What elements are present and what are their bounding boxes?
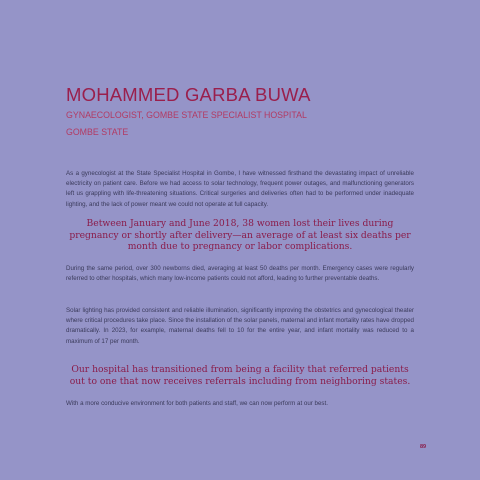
body-paragraph-3: Solar lighting has provided consistent and reliable illumination, significantly improving the obstetrics and gynecological theater where critical procedures take place. Since the installation of the solar panels, maternal and infant mortality rates have dropped dramatically. In 2023, for example, maternal deaths fell to 10 for the entire year, and infant mortality was reduced to a maximum of 17 per month.: [66, 307, 414, 345]
pull-quote-1: Between January and June 2018, 38 women lost their lives during pregnancy or shortly after delivery—an average of at least six deaths per month due to pregnancy or labor complications.: [69, 218, 411, 253]
body-paragraph-1: As a gynecologist at the State Specialist Hospital in Gombe, I have witnessed firsthand the devastating impact of unreliable electricity on patient care. Before we had access to solar technology, frequent power outages, and malfunctioning generators left us grappling with life-threatening situations. Critical surgeries and deliveries often had to be performed under inadequate lighting, and the lack of power meant we could not operate at full capacity.: [66, 170, 414, 208]
profile-name: MOHAMMED GARBA BUWA: [66, 84, 311, 105]
body-paragraph-4: With a more conducive environment for both patients and staff, we can now perform at our best.: [66, 400, 328, 407]
body-paragraph-2: During the same period, over 300 newborns died, averaging at least 50 deaths per month. Emergency cases were regularly referred to other hospitals, which many low-income patients could not afford, leading to further preventable deaths.: [66, 265, 414, 283]
profile-role: GYNAECOLOGIST, GOMBE STATE SPECIALIST HOSPITAL: [66, 110, 307, 120]
page-number: 89: [420, 444, 427, 450]
profile-location: GOMBE STATE: [66, 127, 129, 137]
pull-quote-2: Our hospital has transitioned from being a facility that referred patients out to one that now receives referrals including from neighboring states.: [69, 364, 411, 387]
